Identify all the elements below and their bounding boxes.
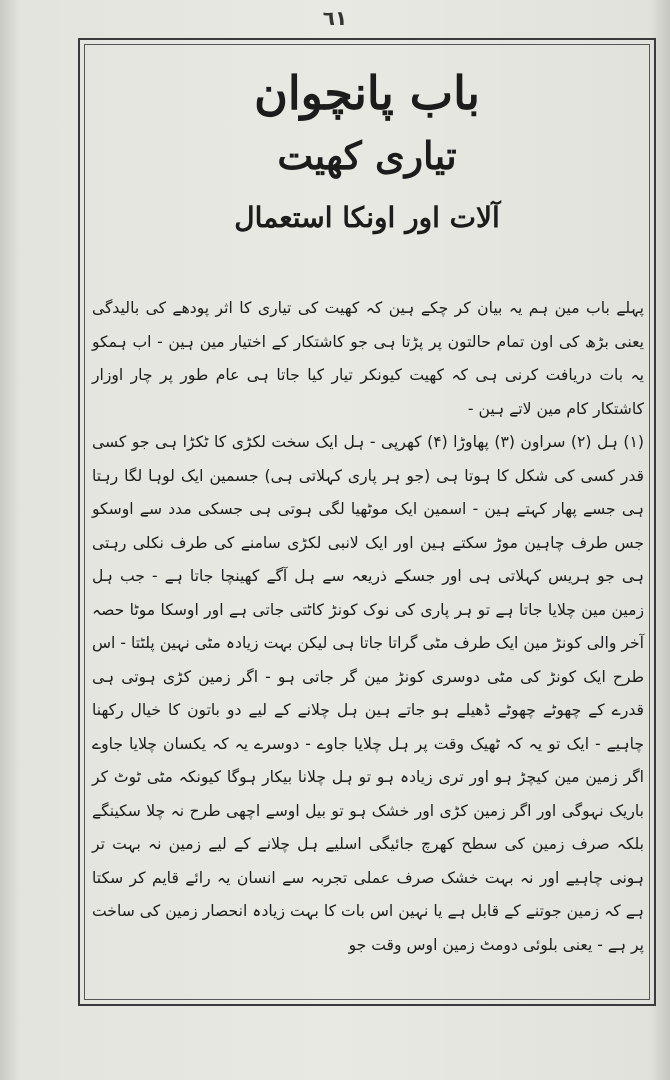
heading-block [84, 56, 650, 238]
section-subtitle: آلات اور اونکا استعمال [234, 201, 500, 234]
chapter-title: تیاری کھیت [277, 133, 457, 178]
paragraph-tools: (۱) ہل (۲) سراون (۳) پھاوڑا (۴) کھرپی - ہل ایک سخت لکڑی کا ٹکڑا ہی جو کسی قدر کسی کی شکل کا ہوتا ہی (جو ہر پاری کہلاتی ہی) جسمین ایک لوہا لگا رہتا ہی جسے پھار کہتے ہین - اسمین ایک موٹھیا لگی ہوتی ہی جسکی مدد سے اوسکو جس طرف چاہین موڑ سکتے ہین اور ایک لانبی لکڑی سامنے کی طرف نکلی رہتی ہی جو ہریس کہلاتی ہی اور جسکے ذریعہ سے ہل آگے کھینچا جاتا ہے - جب ہل زمین مین چلایا جاتا ہے تو ہر پاری کی نوک کونڑ کاٹتی جاتی ہے اور اوسکا موٹا حصہ آخر والی کونڑ مین ایک طرف مٹی گراتا جاتا ہی لیکن بہت زیادہ مٹی نہین پلٹتا - اس طرح ایک کونڑ کی مٹی دوسری کونڑ مین گر جاتی ہو - اگر زمین کڑی ہوتی ہی قدرے کے چھوٹے چھوٹے ڈھیلے ہو جاتے ہین ہل چلانے کے لیے دو باتون کا خیال رکھنا چاہیے - ایک تو یہ کہ ٹھیک وقت پر ہل چلایا جاوے - دوسرے یہ کہ یکسان چلایا جاوے اگر زمین مین کیچڑ ہو اور تری زیادہ ہو تو ہل چلانا بیکار ہوگا کیونکہ مٹی ٹوٹ کر باریک نہوگی اور اگر زمین کڑی اور خشک ہو تو بیل اوسے اچھی طرح نہ چلا سکینگے بلکہ صرف زمین کی سطح کھرچ جائیگی اسلیے ہل چلانے کے لیے زمین نہ بہت تر ہونی چاہیے اور نہ بہت خشک صرف عملی تجربہ سے انسان یہ رائے قایم کر سکتا ہے کہ زمین جوتنے کے قابل ہے یا نہین اس بات کا بہت زیادہ انحصار زمین کی ساخت پر ہے - یعنی بلوئی دومٹ زمین اوس وقت جو [92, 433, 644, 954]
chapter-heading: باب پانچوان [254, 66, 480, 120]
paragraph-intro: پہلے باب مین ہم یہ بیان کر چکے ہین کہ کھیت کی تیاری کا اثر پودھے کی بالیدگی یعنی بڑھ کی اون تمام حالتون پر پڑتا ہی جو کاشتکار کے اختیار مین ہین - اب ہمکو یہ بات دریافت کرنی ہی کہ کھیت کیونکر تیار کیا جاتا ہی عام طور پر چار اوزار کاشتکار کام مین لاتے ہین - [92, 299, 644, 418]
body-text [92, 292, 644, 962]
page-number: ٦١ [322, 6, 348, 30]
